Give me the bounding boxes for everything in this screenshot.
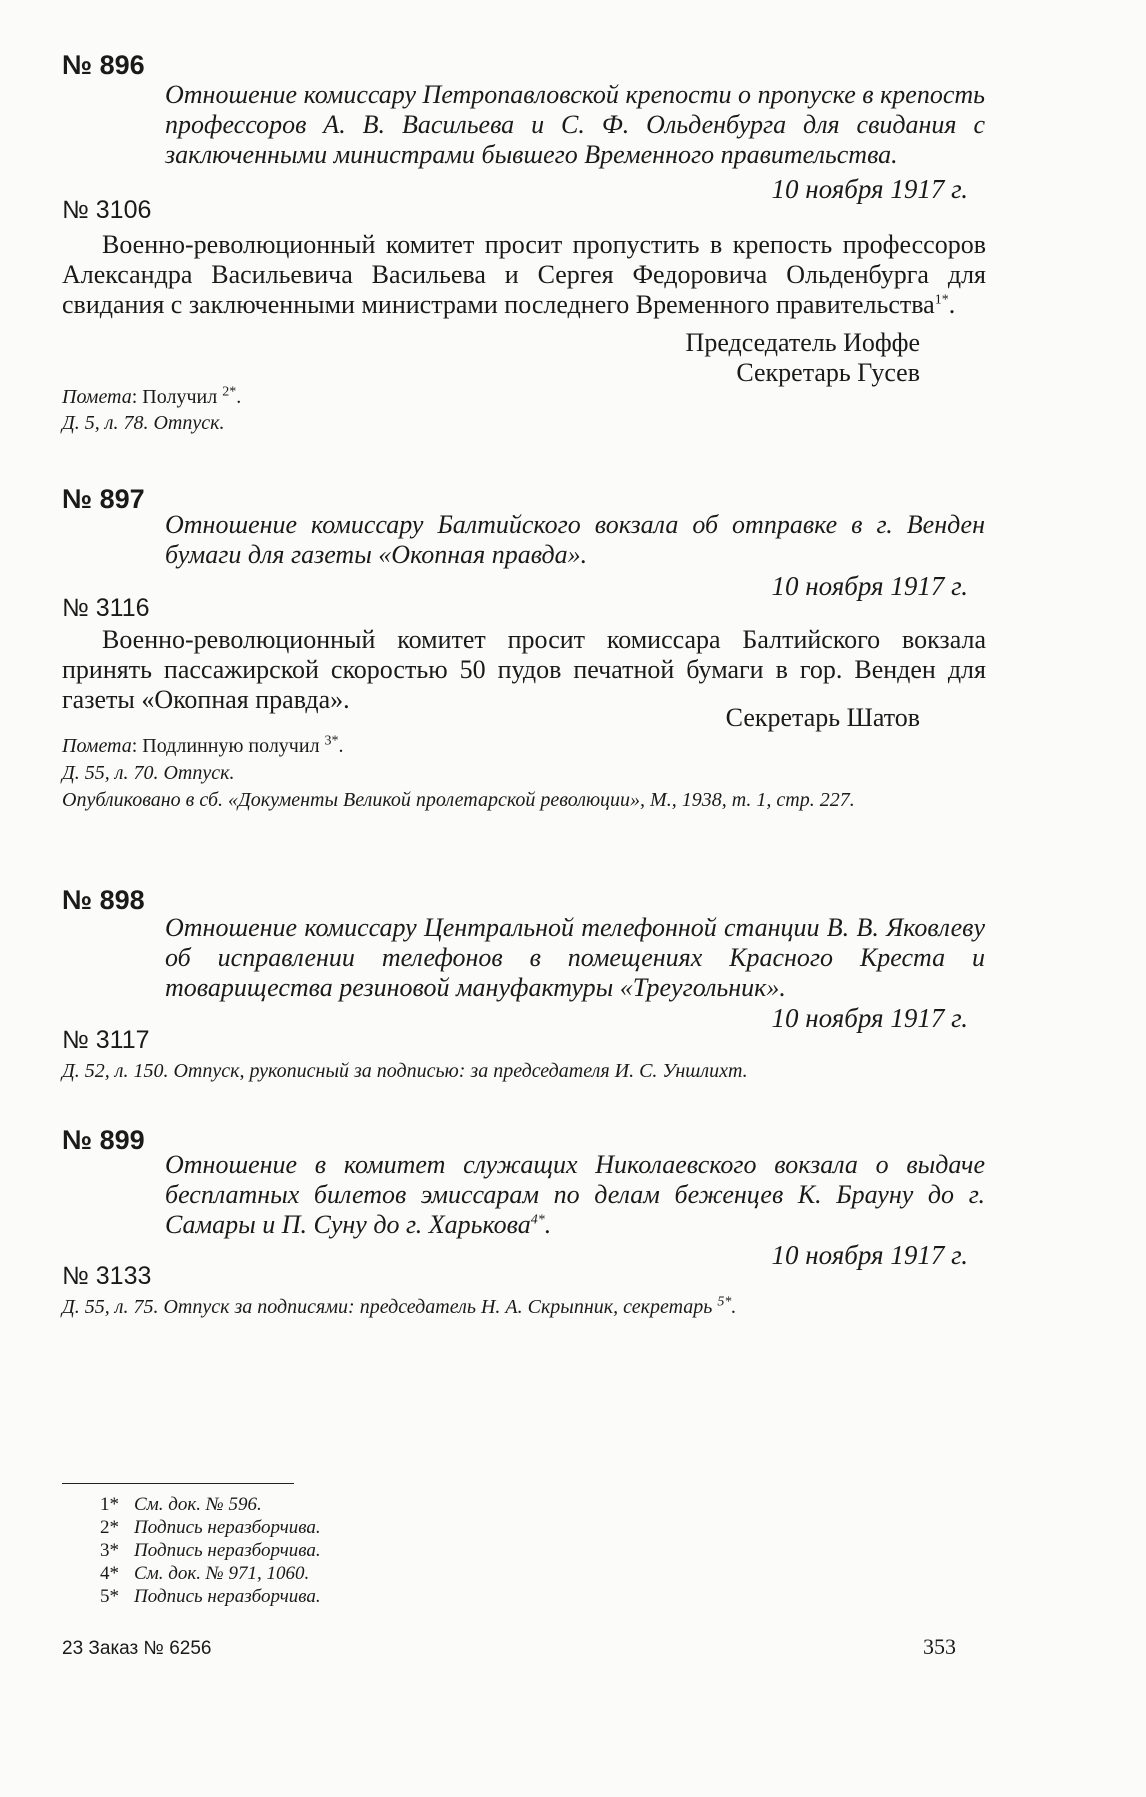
footnote-ref: 3* — [324, 733, 339, 749]
footnote-item — [100, 1562, 321, 1585]
doc-899-title-text: Отношение в комитет служащих Николаевского вокзала о выдаче бесплатных билетов эмиссарам по делам беженцев К. Брауну до г. Самары и П. Суну до г. Харькова — [165, 1150, 985, 1239]
doc-899-archive-text: Д. 55, л. 75. Отпуск за подписями: председатель Н. А. Скрыпник, секретарь — [62, 1296, 718, 1318]
footnote-ref: 4* — [530, 1212, 545, 1228]
doc-896-body: Военно-революционный комитет просит пропустить в крепость профессоров Александра Васильевича Васильева и Сергея Федоровича Ольденбурга для свидания с заключенными министрами последнего Временного правительства$^{1*}$. — [62, 230, 986, 319]
doc-897-date: 10 ноября 1917 г. — [771, 571, 968, 601]
footnotes-list — [100, 1493, 321, 1608]
footnote-mark: 5* — [100, 1586, 119, 1607]
footnote-item — [100, 1585, 321, 1608]
doc-897-published: Опубликовано в сб. «Документы Великой пролетарской революции», М., 1938, т. 1, стр. 227. — [62, 789, 855, 811]
doc-899-number: № 899 — [62, 1125, 145, 1155]
doc-897-body: Военно-революционный комитет просит комиссара Балтийского вокзала принять пассажирской скоростью 50 пудов печатной бумаги в гор. Венден для газеты «Окопная правда». — [62, 625, 986, 714]
footnote-text: Подпись неразборчива. — [134, 1586, 321, 1607]
doc-899-outgoing-number: № 3133 — [62, 1262, 152, 1290]
signature-secretary: Секретарь Гусев — [736, 358, 920, 387]
note-label: Помета — [62, 735, 132, 757]
page-number: 353 — [923, 1634, 956, 1659]
footnote-text: См. док. № 971, 1060. — [134, 1563, 310, 1584]
signature-chairman: Председатель Иоффе — [685, 328, 920, 357]
footnote-text: Подпись неразборчива. — [134, 1517, 321, 1538]
signature-secretary: Секретарь Шатов — [725, 703, 920, 732]
note-text: : Подлинную получил — [131, 735, 325, 757]
doc-898-title: Отношение комиссару Центральной телефонной станции В. В. Яковлеву об исправлении телефонов в помещениях Красного Креста и товарищества резиновой мануфактуры «Треугольник». — [165, 913, 985, 1002]
footnote-item — [100, 1516, 321, 1539]
note-text: : Получил — [131, 386, 223, 408]
doc-898-archive: Д. 52, л. 150. Отпуск, рукописный за подписью: за председателя И. С. Уншлихт. — [62, 1060, 748, 1082]
doc-896-signatures — [686, 328, 920, 388]
footnote-ref: 1* — [934, 292, 949, 308]
doc-897-archive: Д. 55, л. 70. Отпуск. — [62, 762, 235, 784]
doc-899-archive: Д. 55, л. 75. Отпуск за подписями: председатель Н. А. Скрыпник, секретарь $^{5*}$. — [62, 1294, 737, 1318]
doc-896-archive: Д. 5, л. 78. Отпуск. — [62, 412, 225, 434]
footnote-text: Подпись неразборчива. — [134, 1540, 321, 1561]
footnote-ref: 5* — [717, 1294, 732, 1310]
doc-898-outgoing-number: № 3117 — [62, 1026, 150, 1054]
print-order: 23 Заказ № 6256 — [62, 1638, 212, 1659]
doc-896-date: 10 ноября 1917 г. — [771, 174, 968, 204]
doc-899-title: Отношение в комитет служащих Николаевского вокзала о выдаче бесплатных билетов эмиссарам по делам беженцев К. Брауну до г. Самары и П. Суну до г. Харькова$^{4*}$. — [165, 1150, 985, 1239]
doc-896-body-text: Военно-революционный комитет просит пропустить в крепость профессоров Александра Васильевича Васильева и Сергея Федоровича Ольденбурга для свидания с заключенными министрами последнего Временного правительства — [62, 230, 986, 319]
doc-897-note: Помета: Подлинную получил $^{3*}$. — [62, 733, 344, 757]
doc-898-number: № 898 — [62, 885, 145, 915]
note-label: Помета — [62, 386, 132, 408]
doc-897-outgoing-number: № 3116 — [62, 594, 150, 622]
doc-896-note: Помета: Получил $^{2*}$. — [62, 384, 242, 408]
footnote-item — [100, 1493, 321, 1516]
footnote-divider — [62, 1483, 294, 1484]
footnote-mark: 1* — [100, 1494, 119, 1515]
doc-896-outgoing-number: № 3106 — [62, 196, 152, 224]
footnote-item — [100, 1539, 321, 1562]
doc-896-title: Отношение комиссару Петропавловской крепости о пропуске в крепость профессоров А. В. Васильева и С. Ф. Ольденбурга для свидания с заключенными министрами бывшего Временного правительства. — [165, 80, 985, 169]
doc-899-date: 10 ноября 1917 г. — [771, 1240, 968, 1270]
doc-898-date: 10 ноября 1917 г. — [771, 1003, 968, 1033]
footnote-mark: 4* — [100, 1563, 119, 1584]
doc-896-number: № 896 — [62, 50, 145, 80]
footnote-mark: 2* — [100, 1517, 119, 1538]
footnote-ref: 2* — [222, 384, 237, 400]
doc-897-title: Отношение комиссару Балтийского вокзала об отправке в г. Венден бумаги для газеты «Окопная правда». — [165, 510, 985, 569]
doc-897-signatures — [726, 703, 920, 733]
footnote-mark: 3* — [100, 1540, 119, 1561]
doc-897-number: № 897 — [62, 484, 145, 514]
footnote-text: См. док. № 596. — [134, 1494, 262, 1515]
